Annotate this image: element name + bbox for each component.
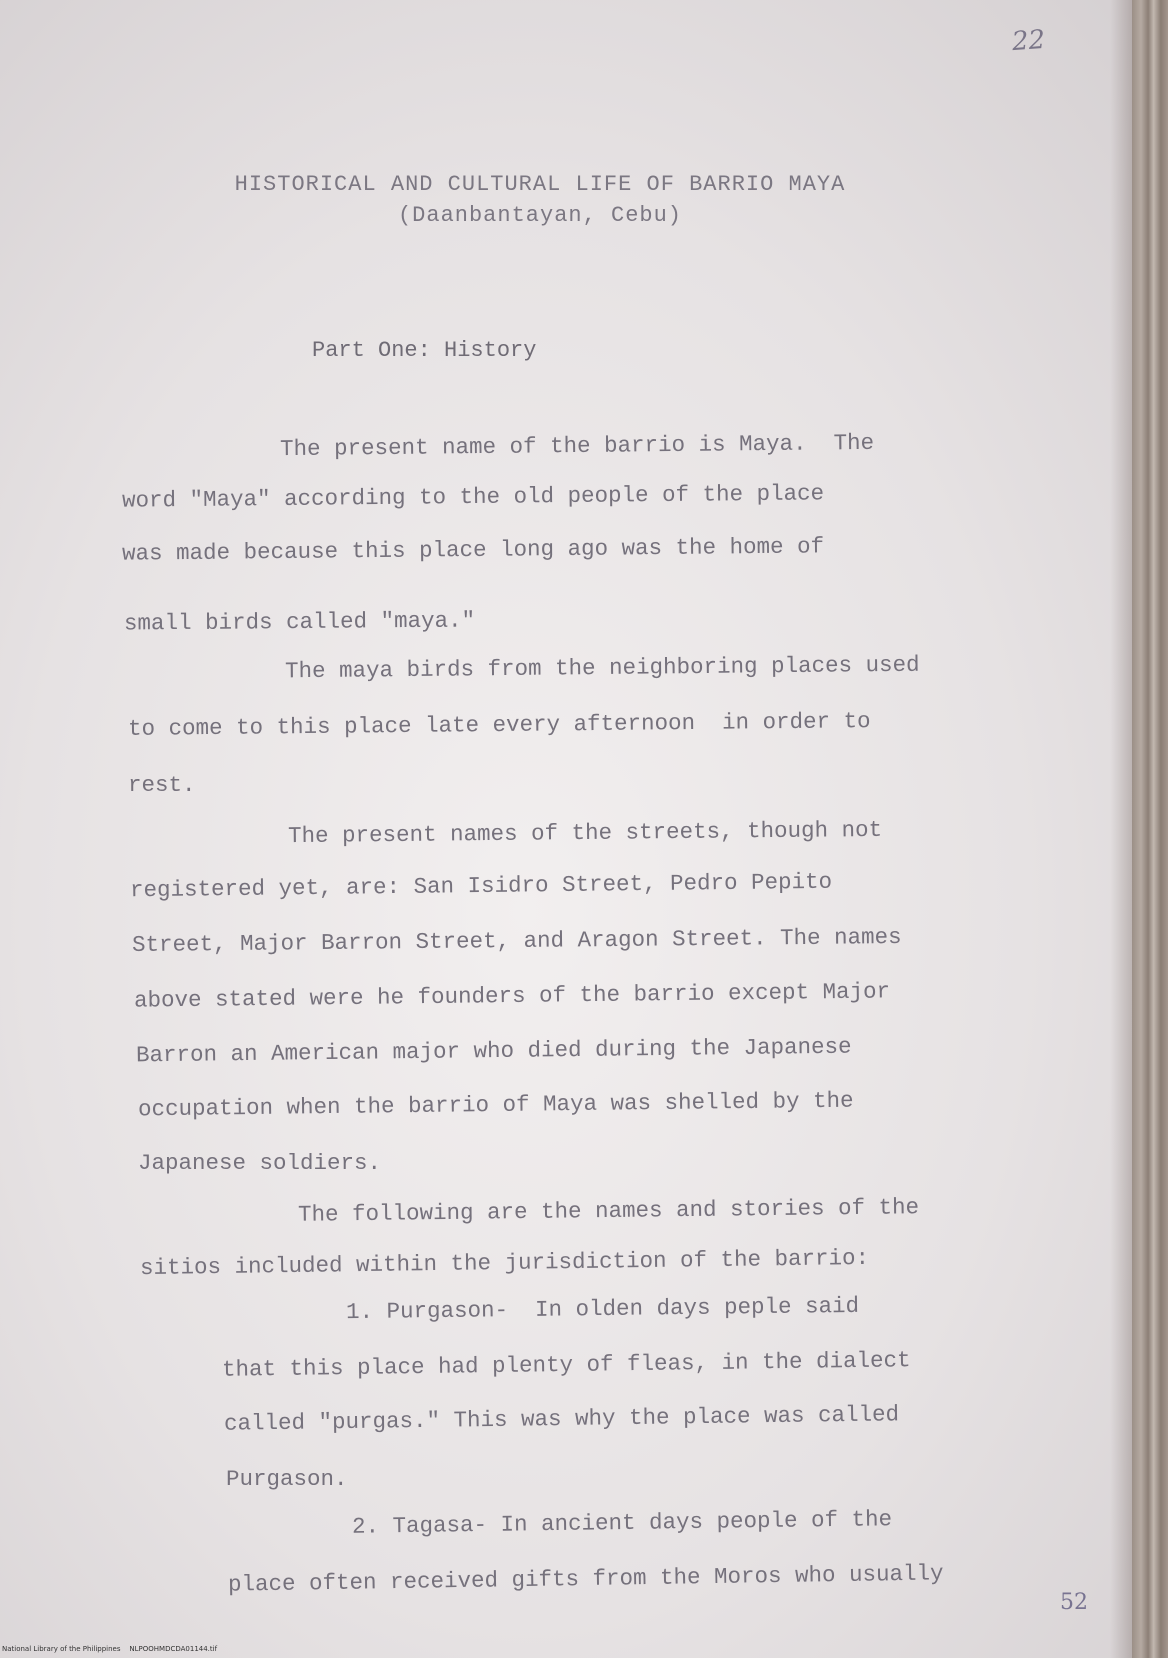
folio-mark: 52 xyxy=(1060,1590,1088,1615)
text-line: called "purgas." This was why the place was called xyxy=(223,1401,900,1437)
text-line: The present names of the streets, though not xyxy=(287,816,883,850)
text-line: Barron an American major who died during the Japanese xyxy=(135,1033,852,1069)
text-line: Street, Major Barron Street, and Aragon Street. The names xyxy=(131,923,902,959)
text-line: 1. Purgason- In olden days peple said xyxy=(345,1292,860,1326)
scan-caption: National Library of the Philippines NLPOOHMDCDA01144.tif xyxy=(2,1645,218,1653)
text-line: rest. xyxy=(128,772,196,798)
text-line: The maya birds from the neighboring places used xyxy=(284,651,920,685)
text-line: to come to this place late every afternoon in order to xyxy=(127,708,871,742)
page-number: 22 xyxy=(1010,24,1047,58)
binding-shadow xyxy=(1110,0,1132,1658)
text-line: occupation when the barrio of Maya was shelled by the xyxy=(137,1087,854,1123)
text-line: Japanese soldiers. xyxy=(138,1150,382,1176)
text-line: sitios included within the jurisdiction of the barrio: xyxy=(139,1244,870,1282)
page-edges xyxy=(1132,0,1168,1658)
document-title: HISTORICAL AND CULTURAL LIFE OF BARRIO MAYA xyxy=(234,172,846,197)
document-subtitle: (Daanbantayan, Cebu) xyxy=(397,203,683,228)
text-line: place often received gifts from the Moros who usually xyxy=(227,1560,944,1598)
text-line: The present name of the barrio is Maya. The xyxy=(279,429,875,463)
part-heading: Part One: History xyxy=(312,338,537,363)
text-line: registered yet, are: San Isidro Street, Pedro Pepito xyxy=(129,868,833,904)
text-line: that this place had plenty of fleas, in the dialect xyxy=(221,1347,911,1383)
text-line: was made because this place long ago was the home of xyxy=(121,533,825,567)
text-line: above stated were he founders of the barrio except Major xyxy=(133,978,891,1014)
text-line: word "Maya" according to the old people of the place xyxy=(121,480,825,514)
text-line: 2. Tagasa- In ancient days people of the xyxy=(351,1506,893,1540)
text-line: Purgason. xyxy=(226,1466,348,1492)
text-line: The following are the names and stories of the xyxy=(297,1194,920,1228)
text-line: small birds called "maya." xyxy=(123,607,476,637)
